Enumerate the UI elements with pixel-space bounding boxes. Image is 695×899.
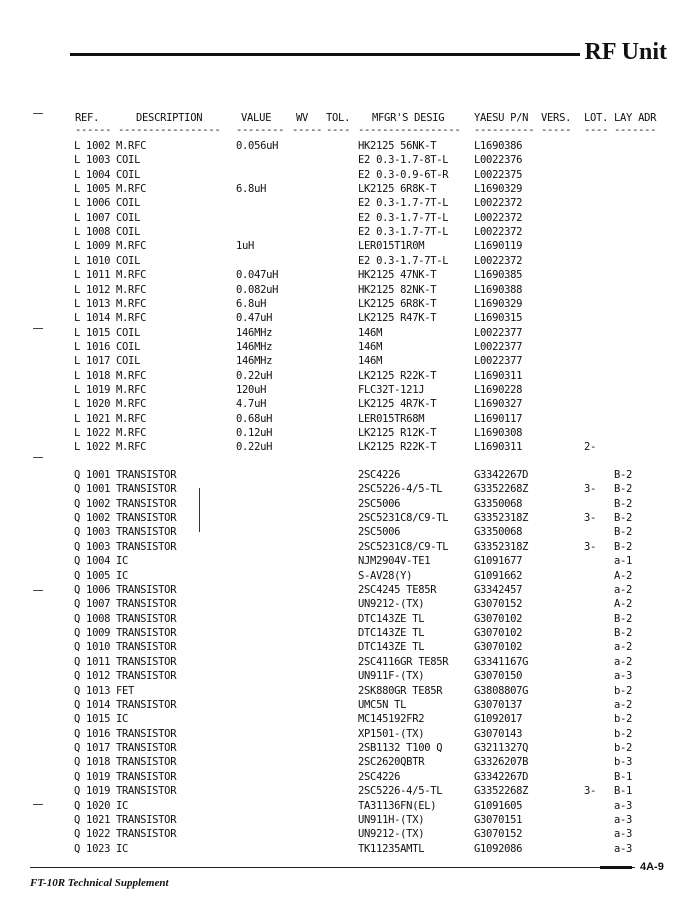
row-description: TRANSISTOR: [116, 583, 177, 596]
page-number: 4A-9: [640, 861, 664, 873]
row-description: TRANSISTOR: [116, 756, 177, 769]
row-mfgr: E2 0.3-1.7-7T-L: [358, 211, 449, 224]
row-mfgr: UN9212-(TX): [358, 828, 425, 841]
row-lay-adr: b-2: [614, 742, 633, 755]
row-value: 0.68uH: [236, 412, 273, 425]
row-ref: Q 1008: [74, 612, 111, 625]
row-ref: Q 1001: [74, 483, 111, 496]
row-mfgr: LK2125 4R7K-T: [358, 398, 437, 411]
col-vers: VERS.: [541, 112, 572, 124]
row-yaesu-pn: G3070152: [474, 598, 523, 611]
row-description: M.RFC: [116, 427, 147, 439]
row-yaesu-pn: G3342267D: [474, 770, 529, 783]
row-ref: Q 1001: [74, 469, 111, 481]
row-mfgr: LK2125 6R8K-T: [358, 183, 437, 196]
row-description: M.RFC: [116, 312, 147, 325]
row-description: TRANSISTOR: [116, 813, 177, 826]
row-description: M.RFC: [116, 269, 147, 282]
dash-ref: ------: [75, 124, 112, 136]
row-lay-adr: b-3: [614, 756, 633, 769]
row-description: TRANSISTOR: [116, 497, 177, 510]
row-description: M.RFC: [116, 441, 147, 454]
row-ref: Q 1003: [74, 540, 111, 553]
row-value: 4.7uH: [236, 398, 267, 411]
row-mfgr: LK2125 R22K-T: [358, 441, 437, 454]
row-lay-adr: b-2: [614, 713, 633, 726]
row-yaesu-pn: G3070150: [474, 670, 523, 683]
row-mfgr: HK2125 47NK-T: [358, 269, 437, 282]
row-mfgr: E2 0.3-1.7-7T-L: [358, 226, 449, 239]
row-description: M.RFC: [116, 183, 147, 196]
row-value: 6.8uH: [236, 297, 267, 310]
row-lay-adr: a-3: [614, 799, 633, 812]
col-description: DESCRIPTION: [136, 112, 203, 124]
row-lay-adr: a-2: [614, 583, 633, 596]
row-mfgr: E2 0.3-1.7-7T-L: [358, 254, 449, 267]
row-ref: L 1008: [74, 226, 111, 239]
row-ref: Q 1002: [74, 512, 111, 525]
row-yaesu-pn: G1091677: [474, 555, 523, 568]
row-yaesu-pn: G3352268Z: [474, 483, 529, 496]
row-yaesu-pn: G3070137: [474, 698, 523, 711]
row-description: M.RFC: [116, 383, 147, 396]
row-yaesu-pn: G3070102: [474, 641, 523, 654]
row-yaesu-pn: G3352318Z: [474, 512, 529, 525]
row-ref: Q 1012: [74, 670, 111, 683]
dash-lot: ----: [584, 124, 609, 136]
row-yaesu-pn: L1690315: [474, 312, 523, 325]
dash-lay: -------: [614, 124, 657, 136]
page-title: RF Unit: [584, 39, 667, 65]
row-yaesu-pn: L1690311: [474, 369, 523, 382]
row-ref: L 1002: [74, 140, 111, 152]
row-ref: L 1014: [74, 312, 111, 325]
row-description: TRANSISTOR: [116, 512, 177, 525]
row-yaesu-pn: L0022372: [474, 197, 523, 210]
row-description: M.RFC: [116, 140, 147, 152]
row-yaesu-pn: L1690117: [474, 412, 523, 425]
row-value: 0.47uH: [236, 312, 273, 325]
row-mfgr: FLC32T-121J: [358, 383, 425, 396]
row-lay-adr: b-2: [614, 727, 633, 740]
row-yaesu-pn: L1690329: [474, 183, 523, 196]
row-lot: 3-: [584, 540, 597, 553]
row-yaesu-pn: L1690385: [474, 269, 523, 282]
row-description: COIL: [116, 340, 141, 353]
row-yaesu-pn: G3070152: [474, 828, 523, 841]
row-mfgr: XP1501-(TX): [358, 727, 425, 740]
row-mfgr: S-AV28(Y): [358, 569, 413, 582]
dash-description: -----------------: [118, 124, 221, 136]
row-yaesu-pn: L1690228: [474, 383, 523, 396]
row-lay-adr: a-3: [614, 828, 633, 841]
row-mfgr: MC145192FR2: [358, 713, 425, 726]
row-mfgr: 2SC5006: [358, 497, 401, 510]
dash-wv: -----: [292, 124, 323, 136]
row-description: M.RFC: [116, 283, 147, 296]
row-description: COIL: [116, 211, 141, 224]
row-yaesu-pn: L0022375: [474, 168, 523, 181]
row-lot: 3-: [584, 483, 597, 496]
row-lay-adr: a-3: [614, 842, 633, 855]
row-lay-adr: B-2: [614, 469, 633, 481]
row-lay-adr: a-2: [614, 641, 633, 654]
row-mfgr: DTC143ZE TL: [358, 627, 425, 640]
row-lot: 3-: [584, 785, 597, 798]
row-mfgr: 146M: [358, 340, 383, 353]
row-ref: L 1004: [74, 168, 111, 181]
row-value: 146MHz: [236, 355, 273, 368]
row-yaesu-pn: G3341167G: [474, 655, 529, 668]
dash-value: --------: [236, 124, 285, 136]
row-mfgr: E2 0.3-1.7-8T-L: [358, 154, 449, 167]
row-yaesu-pn: G3352318Z: [474, 540, 529, 553]
row-description: TRANSISTOR: [116, 698, 177, 711]
row-ref: Q 1010: [74, 641, 111, 654]
row-mfgr: 2SC5231C8/C9-TL: [358, 540, 449, 553]
row-ref: L 1009: [74, 240, 111, 253]
row-yaesu-pn: G1091662: [474, 569, 523, 582]
row-yaesu-pn: L0022377: [474, 340, 523, 353]
row-mfgr: 2SK880GR TE85R: [358, 684, 443, 697]
row-ref: L 1010: [74, 254, 111, 267]
row-yaesu-pn: L1690119: [474, 240, 523, 253]
row-value: 146MHz: [236, 340, 273, 353]
row-mfgr: TA31136FN(EL): [358, 799, 437, 812]
row-yaesu-pn: L0022372: [474, 226, 523, 239]
row-yaesu-pn: L1690311: [474, 441, 523, 454]
row-yaesu-pn: G3342267D: [474, 469, 529, 481]
row-lay-adr: A-2: [614, 598, 633, 611]
row-yaesu-pn: L1690388: [474, 283, 523, 296]
row-ref: L 1013: [74, 297, 111, 310]
row-lay-adr: B-2: [614, 497, 633, 510]
row-description: TRANSISTOR: [116, 655, 177, 668]
row-mfgr: 2SC5226-4/5-TL: [358, 785, 443, 798]
row-lay-adr: A-2: [614, 569, 633, 582]
row-yaesu-pn: G3070102: [474, 612, 523, 625]
row-yaesu-pn: L0022376: [474, 154, 523, 167]
row-mfgr: 2SC2620QBTR: [358, 756, 425, 769]
row-mfgr: LK2125 R12K-T: [358, 427, 437, 439]
footer-rule: [30, 867, 635, 868]
row-lay-adr: B-2: [614, 526, 633, 539]
row-description: IC: [116, 799, 129, 812]
row-ref: Q 1003: [74, 526, 111, 539]
row-description: COIL: [116, 326, 141, 339]
row-yaesu-pn: G1092017: [474, 713, 523, 726]
row-mfgr: 146M: [358, 355, 383, 368]
row-ref: L 1003: [74, 154, 111, 167]
row-description: COIL: [116, 355, 141, 368]
scan-mark: [33, 804, 43, 805]
row-mfgr: 2SC4116GR TE85R: [358, 655, 449, 668]
row-yaesu-pn: G3326207B: [474, 756, 529, 769]
row-value: 120uH: [236, 383, 267, 396]
row-yaesu-pn: L0022377: [474, 326, 523, 339]
row-description: TRANSISTOR: [116, 742, 177, 755]
row-yaesu-pn: L1690386: [474, 140, 523, 152]
row-description: IC: [116, 713, 129, 726]
footer-rule-heavy: [600, 866, 632, 869]
row-lay-adr: B-2: [614, 512, 633, 525]
row-ref: Q 1015: [74, 713, 111, 726]
dash-mfgr: -----------------: [358, 124, 461, 136]
row-yaesu-pn: G3350068: [474, 526, 523, 539]
footer-title: FT-10R Technical Supplement: [30, 877, 169, 889]
col-yaesu: YAESU P/N: [474, 112, 529, 124]
row-description: TRANSISTOR: [116, 641, 177, 654]
row-lay-adr: B-1: [614, 770, 633, 783]
row-description: COIL: [116, 254, 141, 267]
row-ref: Q 1016: [74, 727, 111, 740]
row-mfgr: LK2125 R47K-T: [358, 312, 437, 325]
row-value: 0.056uH: [236, 140, 279, 152]
row-value: 0.12uH: [236, 427, 273, 439]
row-ref: Q 1014: [74, 698, 111, 711]
row-lay-adr: b-2: [614, 684, 633, 697]
row-description: TRANSISTOR: [116, 627, 177, 640]
row-ref: Q 1019: [74, 785, 111, 798]
row-mfgr: UN911H-(TX): [358, 813, 425, 826]
row-mfgr: E2 0.3-1.7-7T-L: [358, 197, 449, 210]
row-ref: Q 1002: [74, 497, 111, 510]
row-description: M.RFC: [116, 398, 147, 411]
row-lay-adr: a-3: [614, 670, 633, 683]
scan-mark: [33, 590, 43, 591]
row-description: COIL: [116, 168, 141, 181]
row-yaesu-pn: G3350068: [474, 497, 523, 510]
row-lot: 3-: [584, 512, 597, 525]
row-ref: L 1011: [74, 269, 111, 282]
row-yaesu-pn: L0022372: [474, 254, 523, 267]
dash-vers: -----: [541, 124, 572, 136]
row-description: TRANSISTOR: [116, 785, 177, 798]
row-value: 0.22uH: [236, 441, 273, 454]
row-yaesu-pn: L1690329: [474, 297, 523, 310]
row-ref: Q 1020: [74, 799, 111, 812]
row-ref: L 1022: [74, 441, 111, 454]
row-description: TRANSISTOR: [116, 670, 177, 683]
scan-mark: [33, 328, 43, 329]
row-description: TRANSISTOR: [116, 770, 177, 783]
row-description: COIL: [116, 226, 141, 239]
row-ref: L 1022: [74, 427, 111, 439]
row-mfgr: 2SC4226: [358, 770, 401, 783]
row-mfgr: TK11235AMTL: [358, 842, 425, 855]
scan-mark: [33, 113, 43, 114]
row-ref: Q 1004: [74, 555, 111, 568]
row-value: 146MHz: [236, 326, 273, 339]
row-lay-adr: B-2: [614, 612, 633, 625]
row-lay-adr: B-1: [614, 785, 633, 798]
row-description: TRANSISTOR: [116, 469, 177, 481]
col-ref: REF.: [75, 112, 100, 124]
row-description: TRANSISTOR: [116, 526, 177, 539]
row-mfgr: 2SB1132 T100 Q: [358, 742, 443, 755]
row-yaesu-pn: G3808807G: [474, 684, 529, 697]
row-ref: Q 1007: [74, 598, 111, 611]
row-mfgr: LK2125 R22K-T: [358, 369, 437, 382]
row-description: TRANSISTOR: [116, 828, 177, 841]
row-ref: L 1005: [74, 183, 111, 196]
row-lay-adr: B-2: [614, 627, 633, 640]
row-yaesu-pn: G3352268Z: [474, 785, 529, 798]
row-ref: Q 1009: [74, 627, 111, 640]
row-yaesu-pn: G3070151: [474, 813, 523, 826]
row-lot: 2-: [584, 441, 597, 454]
row-yaesu-pn: L0022377: [474, 355, 523, 368]
row-mfgr: 2SC5006: [358, 526, 401, 539]
row-yaesu-pn: L1690308: [474, 427, 523, 439]
row-ref: Q 1013: [74, 684, 111, 697]
row-lay-adr: a-3: [614, 813, 633, 826]
row-ref: Q 1022: [74, 828, 111, 841]
row-ref: Q 1023: [74, 842, 111, 855]
row-value: 1uH: [236, 240, 255, 253]
row-mfgr: LER015TR68M: [358, 412, 425, 425]
row-description: IC: [116, 569, 129, 582]
row-ref: L 1017: [74, 355, 111, 368]
row-yaesu-pn: G3211327Q: [474, 742, 529, 755]
header-rule: [70, 53, 580, 56]
row-mfgr: NJM2904V-TE1: [358, 555, 431, 568]
row-yaesu-pn: G3342457: [474, 583, 523, 596]
row-ref: Q 1005: [74, 569, 111, 582]
row-lay-adr: a-1: [614, 555, 633, 568]
row-description: M.RFC: [116, 240, 147, 253]
row-mfgr: UMC5N TL: [358, 698, 407, 711]
row-description: COIL: [116, 154, 141, 167]
row-mfgr: UN9212-(TX): [358, 598, 425, 611]
row-lay-adr: a-2: [614, 698, 633, 711]
row-mfgr: 2SC4245 TE85R: [358, 583, 437, 596]
col-mfgr: MFGR'S DESIG: [372, 112, 445, 124]
col-wv: WV: [296, 112, 309, 124]
row-value: 0.082uH: [236, 283, 279, 296]
row-mfgr: 146M: [358, 326, 383, 339]
row-description: TRANSISTOR: [116, 540, 177, 553]
row-ref: L 1018: [74, 369, 111, 382]
row-mfgr: HK2125 56NK-T: [358, 140, 437, 152]
row-ref: Q 1018: [74, 756, 111, 769]
row-description: IC: [116, 555, 129, 568]
dash-tol: ----: [326, 124, 351, 136]
row-mfgr: DTC143ZE TL: [358, 641, 425, 654]
row-mfgr: E2 0.3-0.9-6T-R: [358, 168, 449, 181]
dash-yaesu: ----------: [474, 124, 535, 136]
row-yaesu-pn: L1690327: [474, 398, 523, 411]
row-description: M.RFC: [116, 369, 147, 382]
col-lay: LAY ADR: [614, 112, 657, 124]
row-mfgr: DTC143ZE TL: [358, 612, 425, 625]
row-ref: L 1019: [74, 383, 111, 396]
col-lot: LOT.: [584, 112, 609, 124]
row-ref: Q 1011: [74, 655, 111, 668]
row-mfgr: 2SC5231C8/C9-TL: [358, 512, 449, 525]
row-ref: Q 1006: [74, 583, 111, 596]
row-lay-adr: B-2: [614, 540, 633, 553]
row-yaesu-pn: G1092086: [474, 842, 523, 855]
row-ref: L 1006: [74, 197, 111, 210]
row-description: COIL: [116, 197, 141, 210]
row-yaesu-pn: G1091605: [474, 799, 523, 812]
row-mfgr: 2SC5226-4/5-TL: [358, 483, 443, 496]
row-lay-adr: B-2: [614, 483, 633, 496]
row-ref: L 1007: [74, 211, 111, 224]
row-ref: Q 1021: [74, 813, 111, 826]
row-description: TRANSISTOR: [116, 598, 177, 611]
col-value: VALUE: [241, 112, 272, 124]
row-description: FET: [116, 684, 135, 697]
row-value: 6.8uH: [236, 183, 267, 196]
row-mfgr: LER015T1R0M: [358, 240, 425, 253]
row-ref: L 1015: [74, 326, 111, 339]
row-value: 0.22uH: [236, 369, 273, 382]
row-mfgr: LK2125 6R8K-T: [358, 297, 437, 310]
row-value: 0.047uH: [236, 269, 279, 282]
row-description: TRANSISTOR: [116, 612, 177, 625]
row-ref: L 1012: [74, 283, 111, 296]
row-lay-adr: a-2: [614, 655, 633, 668]
row-ref: L 1016: [74, 340, 111, 353]
row-yaesu-pn: L0022372: [474, 211, 523, 224]
col-tol: TOL.: [326, 112, 351, 124]
scan-mark: [33, 457, 43, 458]
row-description: IC: [116, 842, 129, 855]
row-ref: Q 1017: [74, 742, 111, 755]
row-mfgr: UN911F-(TX): [358, 670, 425, 683]
row-ref: L 1020: [74, 398, 111, 411]
row-ref: Q 1019: [74, 770, 111, 783]
row-description: TRANSISTOR: [116, 483, 177, 496]
row-description: M.RFC: [116, 412, 147, 425]
row-mfgr: 2SC4226: [358, 469, 401, 481]
row-description: TRANSISTOR: [116, 727, 177, 740]
row-mfgr: HK2125 82NK-T: [358, 283, 437, 296]
row-yaesu-pn: G3070143: [474, 727, 523, 740]
row-description: M.RFC: [116, 297, 147, 310]
row-ref: L 1021: [74, 412, 111, 425]
row-yaesu-pn: G3070102: [474, 627, 523, 640]
margin-bar: [199, 488, 200, 532]
